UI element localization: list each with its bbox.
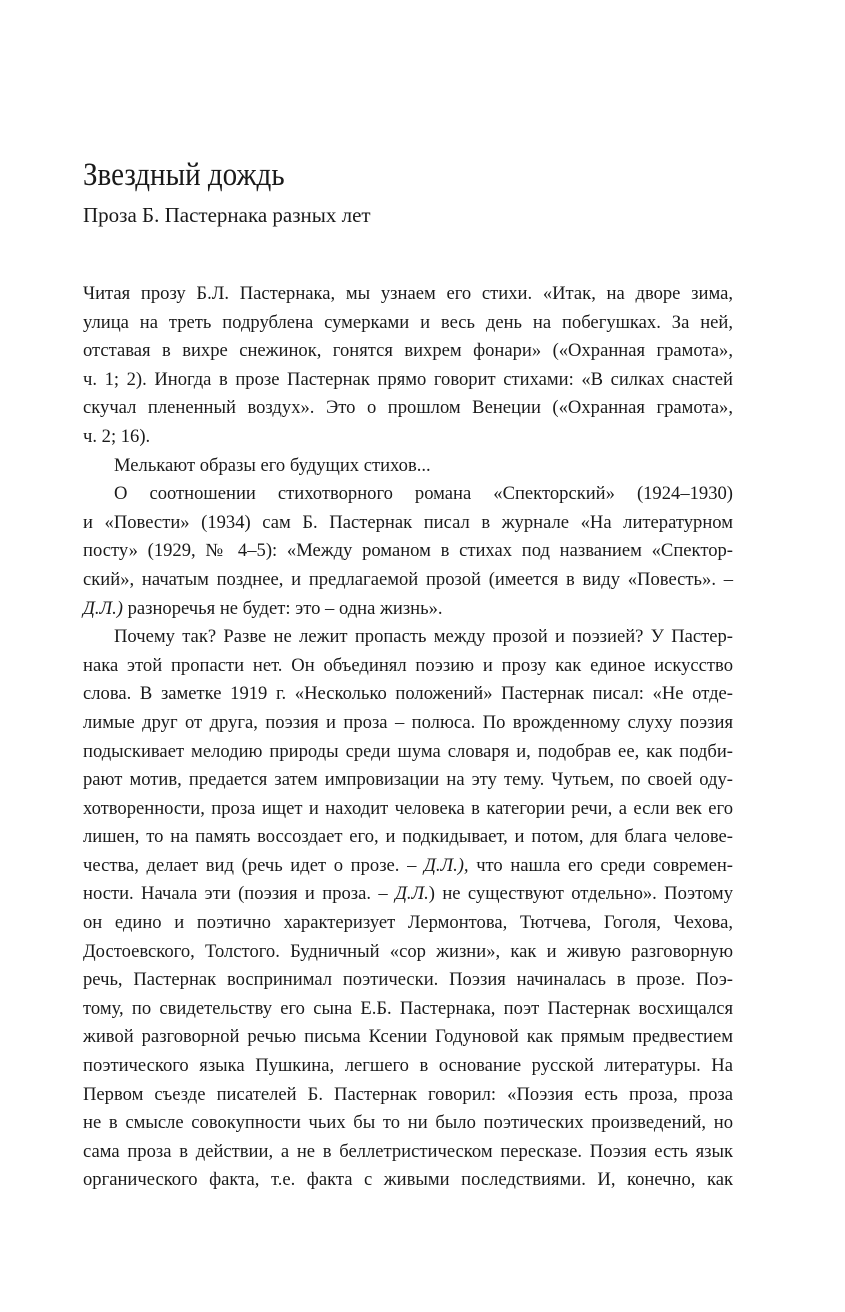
text-line: ч. 2; 16). [83, 425, 151, 447]
text-line: Достоевского, Толстого. Будничный «сор жизни», как и живую разговорную [83, 940, 733, 962]
text-line: Почему так? Разве не лежит пропасть между прозой и поэзией? У Пастер- [114, 626, 733, 648]
text-line: сама проза в действии, а не в беллетристическом пересказе. Поэзия есть язык [83, 1140, 733, 1162]
text-line [83, 880, 733, 909]
chapter-subtitle: Проза Б. Пастернака разных лет [83, 203, 371, 227]
text-line: Мелькают образы его будущих стихов... [114, 454, 431, 476]
text-line: Первом съезде писателей Б. Пастернак говорил: «Поэзия есть проза, проза [83, 1083, 733, 1105]
text-segment: разноречья не будет: это – одна жизнь». [122, 597, 443, 619]
text-line: лишен, то на память воссоздает его, и подкидывает, и потом, для блага челове- [83, 826, 733, 848]
text-segment: чества, делает вид (речь идет о прозе. – [83, 854, 424, 876]
text-line: он едино и поэтично характеризует Лермонтова, Тютчева, Гоголя, Чехова, [83, 912, 733, 934]
chapter-title: Звездный дождь [83, 157, 285, 193]
text-line: О соотношении стихотворного романа «Спекторский» (1924–1930) [114, 483, 733, 505]
initials-italic: Д.Л.) [83, 597, 123, 619]
text-line: лимые друг от друга, поэзия и проза – полюса. По врожденному слуху поэзия [83, 711, 733, 733]
text-line: Читая прозу Б.Л. Пастернака, мы узнаем его стихи. «Итак, на дворе зима, [83, 283, 733, 304]
text-line: посту» (1929, № 4–5): «Между романом в стихах под названием «Спектор- [83, 540, 733, 562]
text-segment: что нашла его среди современ- [468, 854, 733, 876]
initials-italic: Д.Л.), [424, 854, 469, 876]
text-line: ч. 1; 2). Иногда в прозе Пастернак прямо говорит стихами: «В силках снастей [83, 368, 733, 390]
text-line: живой разговорной речью письма Ксении Годуновой как прямым предвестием [83, 1026, 733, 1048]
text-line: нака этой пропасти нет. Он объединял поэзию и прозу как единое искусство [83, 654, 733, 676]
text-line [83, 852, 733, 881]
text-line: улица на треть подрублена сумерками и весь день на побегушках. За ней, [83, 311, 733, 333]
text-line: отставая в вихре снежинок, гонятся вихрем фонари» («Охранная грамота», [83, 340, 733, 362]
text-line: и «Повести» (1934) сам Б. Пастернак писал в журнале «На литературном [83, 511, 733, 533]
text-line: слова. В заметке 1919 г. «Несколько положений» Пастернак писал: «Не отде- [83, 683, 733, 705]
body-text [83, 280, 733, 1195]
text-line: ский», начатым позднее, и предлагаемой прозой (имеется в виду «Повесть». – [83, 568, 733, 590]
text-segment: ности. Начала эти (поэзия и проза. – [83, 883, 396, 905]
text-segment: ) не существуют отдельно». Поэтому [428, 883, 733, 905]
text-line: скучал плененный воздух». Это о прошлом Венеции («Охранная грамота», [83, 397, 733, 419]
text-line: не в смысле совокупности чьих бы то ни было поэтических произведений, но [83, 1112, 733, 1134]
text-line [83, 595, 733, 624]
text-line: поэтического языка Пушкина, легшего в основание русской литературы. На [83, 1055, 733, 1077]
text-line: подыскивает мелодию природы среди шума словаря и, подобрав ее, как подби- [83, 740, 733, 762]
text-line: рают мотив, предается затем импровизации на эту тему. Чутьем, по своей оду- [83, 769, 733, 791]
text-line: речь, Пастернак воспринимал поэтически. Поэзия начиналась в прозе. Поэ- [83, 969, 733, 991]
text-line: тому, по свидетельству его сына Е.Б. Пастернака, поэт Пастернак восхищался [83, 997, 733, 1019]
initials-italic: Д.Л. [395, 883, 429, 905]
text-line: органического факта, т.е. факта с живыми последствиями. И, конечно, как [83, 1169, 733, 1191]
text-line: хотворенности, проза ищет и находит человека в категории речи, а если век его [83, 797, 733, 819]
